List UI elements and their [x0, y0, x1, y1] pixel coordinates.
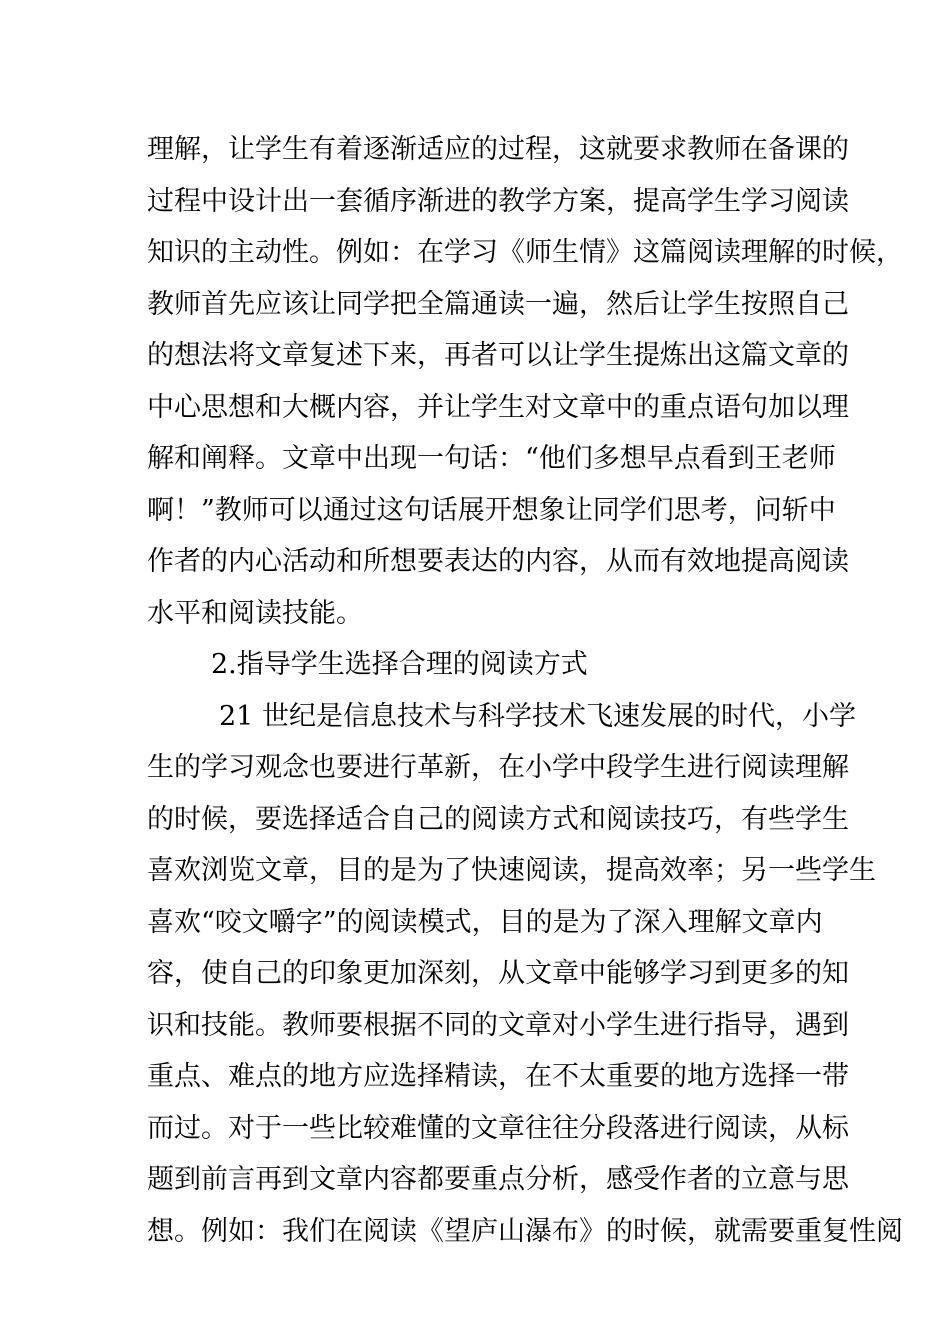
- paragraph-1: [147, 128, 903, 643]
- section-heading: 2.指导学生选择合理的阅读方式: [211, 649, 588, 680]
- paragraph-line: 水平和阅读技能。: [147, 597, 363, 629]
- paragraph-2: [147, 695, 903, 1262]
- paragraph-line: 喜欢浏览文章，目的是为了快速阅读，提高效率；另一些学生: [147, 855, 876, 886]
- paragraph-line: 的想法将文章复述下来，再者可以让学生提炼出这篇文章的: [147, 340, 849, 371]
- paragraph-line: 过程中设计出一套循序渐进的教学方案，提高学生学习阅读: [147, 185, 849, 217]
- paragraph-line: 啊！”教师可以通过这句话展开想象让同学们思考，问斩中: [147, 494, 836, 526]
- paragraph-line: 想。例如：我们在阅读《望庐山瀑布》的时候，就需要重复性阅: [147, 1215, 903, 1247]
- paragraph-line: 识和技能。教师要根据不同的文章对小学生进行指导，遇到: [147, 1009, 849, 1041]
- paragraph-line: 而过。对于一些比较难懂的文章往往分段落进行阅读，从标: [147, 1112, 849, 1144]
- paragraph-line: 重点、难点的地方应选择精读，在不太重要的地方选择一带: [147, 1061, 849, 1092]
- paragraph-line: 喜欢“咬文嚼字”的阅读模式，目的是为了深入理解文章内: [147, 906, 823, 938]
- paragraph-line: 21 世纪是信息技术与科学技术飞速发展的时代，小学: [219, 700, 856, 732]
- paragraph-line: 知识的主动性。例如：在学习《师生情》这篇阅读理解的时候，: [147, 237, 903, 268]
- paragraph-line: 作者的内心活动和所想要表达的内容，从而有效地提高阅读: [147, 546, 849, 577]
- paragraph-line: 题到前言再到文章内容都要重点分析，感受作者的立意与思: [147, 1164, 849, 1195]
- document-body: [147, 128, 903, 1261]
- paragraph-line: 教师首先应该让同学把全篇通读一遍，然后让学生按照自己: [147, 288, 849, 320]
- paragraph-line: 中心思想和大概内容，并让学生对文章中的重点语句加以理: [147, 391, 849, 423]
- paragraph-line: 生的学习观念也要进行革新，在小学中段学生进行阅读理解: [147, 752, 849, 783]
- paragraph-line: 的时候，要选择适合自己的阅读方式和阅读技巧，有些学生: [147, 803, 849, 835]
- paragraph-line: 容，使自己的印象更加深刻，从文章中能够学习到更多的知: [147, 958, 849, 989]
- paragraph-line: 解和阐释。文章中出现一句话：“他们多想早点看到王老师: [147, 443, 836, 474]
- paragraph-line: 理解，让学生有着逐渐适应的过程，这就要求教师在备课的: [147, 134, 849, 165]
